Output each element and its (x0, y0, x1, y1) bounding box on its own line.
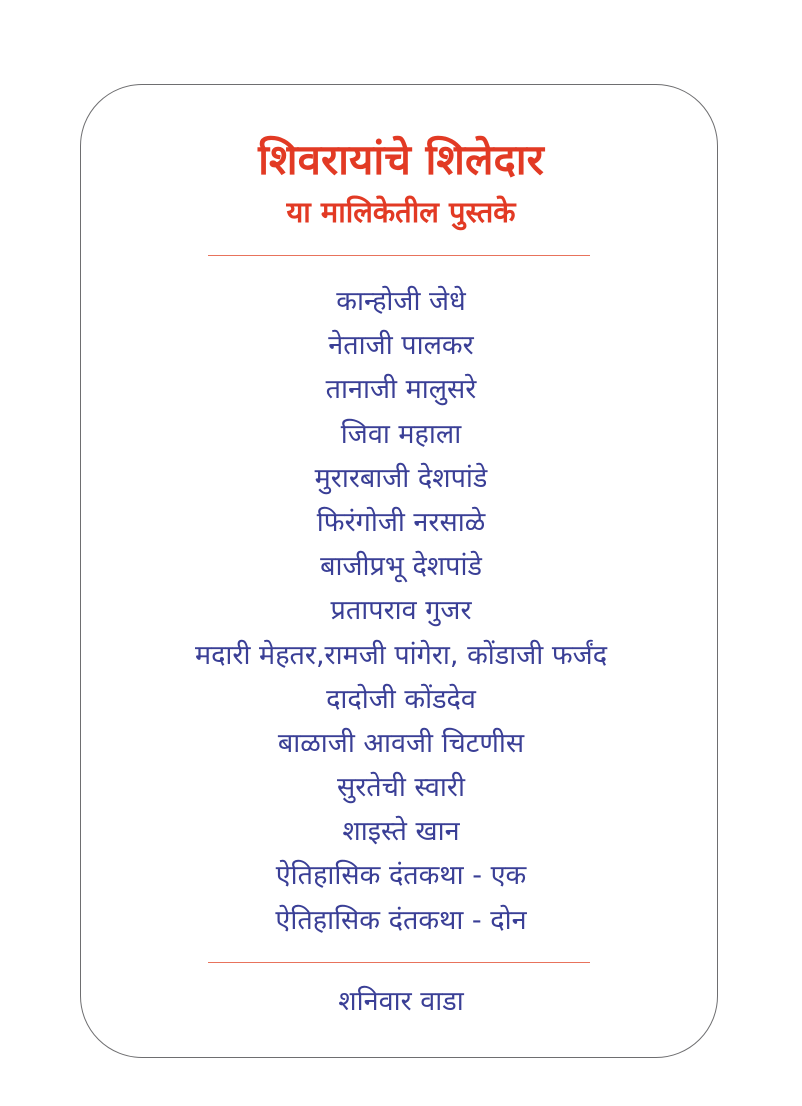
list-item: नेताजी पालकर (328, 330, 474, 362)
series-subtitle: या मालिकेतील पुस्तके (286, 195, 516, 229)
bottom-divider (208, 962, 590, 963)
list-item: सुरतेची स्वारी (337, 772, 465, 804)
list-item: मुरारबाजी देशपांडे (314, 462, 488, 494)
list-item: बाळाजी आवजी चिटणीस (277, 727, 525, 759)
top-divider (208, 255, 590, 256)
list-item: जिवा महाला (340, 418, 462, 450)
footer-book-title: शनिवार वाडा (338, 986, 464, 1017)
list-item: प्रतापराव गुजर (330, 595, 472, 627)
list-item: बाजीप्रभू देशपांडे (320, 551, 482, 583)
series-title: शिवरायांचे शिलेदार (258, 135, 544, 184)
list-item: कान्होजी जेधे (336, 286, 466, 317)
list-item: मदारी मेहतर,रामजी पांगेरा, कोंडाजी फर्जंद (194, 639, 608, 671)
list-item: तानाजी मालुसरे (325, 374, 477, 406)
list-item: ऐतिहासिक दंतकथा - एक (275, 860, 527, 892)
book-list (0, 280, 802, 943)
list-item: शाइस्ते खान (342, 816, 460, 848)
list-item: दादोजी कोंडदेव (326, 683, 476, 715)
list-item: फिरंगोजी नरसाळे (316, 506, 486, 538)
list-item: ऐतिहासिक दंतकथा - दोन (275, 904, 527, 936)
